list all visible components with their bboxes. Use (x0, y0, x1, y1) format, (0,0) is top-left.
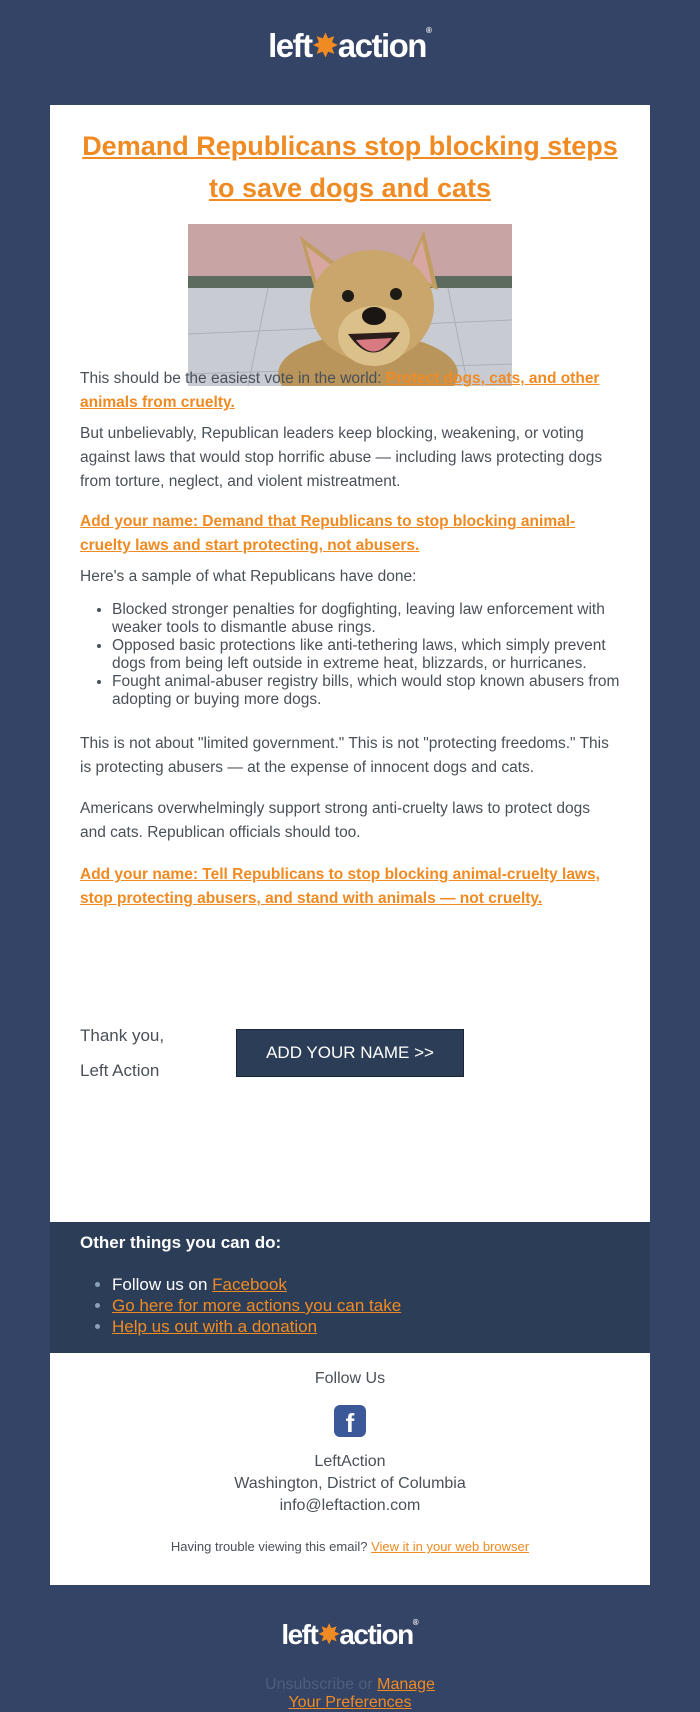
follow-us-label: Follow Us (314, 1370, 386, 1387)
intro-text: This should be the easiest vote in the world: (80, 370, 386, 387)
not-limited-government-paragraph: This is not about "limited government." This is not "protecting freedoms." This is protecting abusers — at the expense of innocent dogs and cats. (80, 735, 609, 776)
add-name-link-1[interactable]: Add your name: Demand that Republicans to stop blocking animal-cruelty laws and start protecting, not abusers. (80, 513, 576, 554)
other-actions-heading: Other things you can do: (80, 1233, 282, 1252)
intro-paragraph (80, 367, 620, 415)
other-actions-list (80, 1274, 401, 1337)
dog-photo[interactable] (188, 224, 512, 386)
donation-link[interactable]: Help us out with a donation (112, 1317, 318, 1336)
leftaction-logo-footer[interactable] (0, 1618, 700, 1651)
org-email[interactable]: info@leftaction.com (279, 1497, 421, 1514)
star-icon: ✸ (311, 27, 338, 64)
logo-left-text: left (281, 1619, 318, 1650)
unsubscribe-line (0, 1676, 700, 1712)
signoff: Thank you, (80, 1026, 165, 1045)
logo-registered-mark: ® (412, 1618, 419, 1627)
sample-intro: Here's a sample of what Republicans have done: (80, 568, 417, 585)
star-icon: ✸ (317, 1619, 340, 1650)
facebook-icon[interactable]: f (334, 1405, 366, 1437)
org-name: LeftAction (314, 1453, 386, 1470)
add-your-name-button[interactable]: ADD YOUR NAME >> (236, 1029, 464, 1077)
leftaction-logo[interactable] (0, 26, 700, 65)
other-actions-panel (50, 1222, 650, 1353)
logo-left-text: left (268, 27, 312, 64)
trouble-text: Having trouble viewing this email? (170, 1539, 372, 1554)
trouble-viewing-line (50, 1539, 650, 1554)
org-location: Washington, District of Columbia (234, 1475, 466, 1492)
footer-card (50, 1353, 650, 1585)
list-item: • Opposed basic protections like anti-tethering laws, which simply prevent dogs from being left outside in extreme heat, blizzards, or hurricanes. (112, 637, 632, 673)
manage-preferences-link[interactable]: Manage (377, 1676, 435, 1693)
facts-list (80, 601, 632, 709)
americans-support-paragraph: Americans overwhelmingly support strong anti-cruelty laws to protect dogs and cats. Republican officials should too. (80, 800, 591, 841)
logo-registered-mark: ® (425, 26, 432, 35)
or-text: or (353, 1676, 378, 1693)
email-body-card (50, 105, 650, 1222)
add-name-link-2[interactable]: Add your name: Tell Republicans to stop blocking animal-cruelty laws, stop protecting abusers, and stand with animals — not cruelty. (80, 866, 600, 907)
blocking-paragraph: But unbelievably, Republican leaders keep blocking, weakening, or voting against laws that would stop horrific abuse — including laws protecting dogs from torture, neglect, and violent mistreatment. (80, 425, 603, 490)
logo-right-text: action (339, 1619, 413, 1650)
list-item (112, 1295, 401, 1316)
list-item (112, 1316, 401, 1337)
manage-preferences-link-2[interactable]: Your Preferences (288, 1694, 412, 1711)
facebook-link[interactable]: Facebook (212, 1275, 287, 1294)
view-in-browser-link[interactable]: View it in your web browser (371, 1539, 530, 1554)
list-item: • Blocked stronger penalties for dogfighting, leaving law enforcement with weaker tools to dismantle abuse rings. (112, 601, 632, 637)
headline-link[interactable]: Demand Republicans stop blocking steps to save dogs and cats (82, 131, 618, 203)
logo-right-text: action (337, 27, 426, 64)
follow-prefix: Follow us on (112, 1275, 213, 1294)
signature: Left Action (80, 1061, 160, 1080)
more-actions-link[interactable]: Go here for more actions you can take (112, 1296, 402, 1315)
unsubscribe-link[interactable]: Unsubscribe (265, 1676, 354, 1693)
protect-animals-link[interactable]: Protect dogs, cats, and other animals from cruelty. (80, 370, 600, 411)
list-item (112, 1274, 401, 1295)
list-item: • Fought animal-abuser registry bills, which would stop known abusers from adopting or buying more dogs. (112, 673, 632, 709)
